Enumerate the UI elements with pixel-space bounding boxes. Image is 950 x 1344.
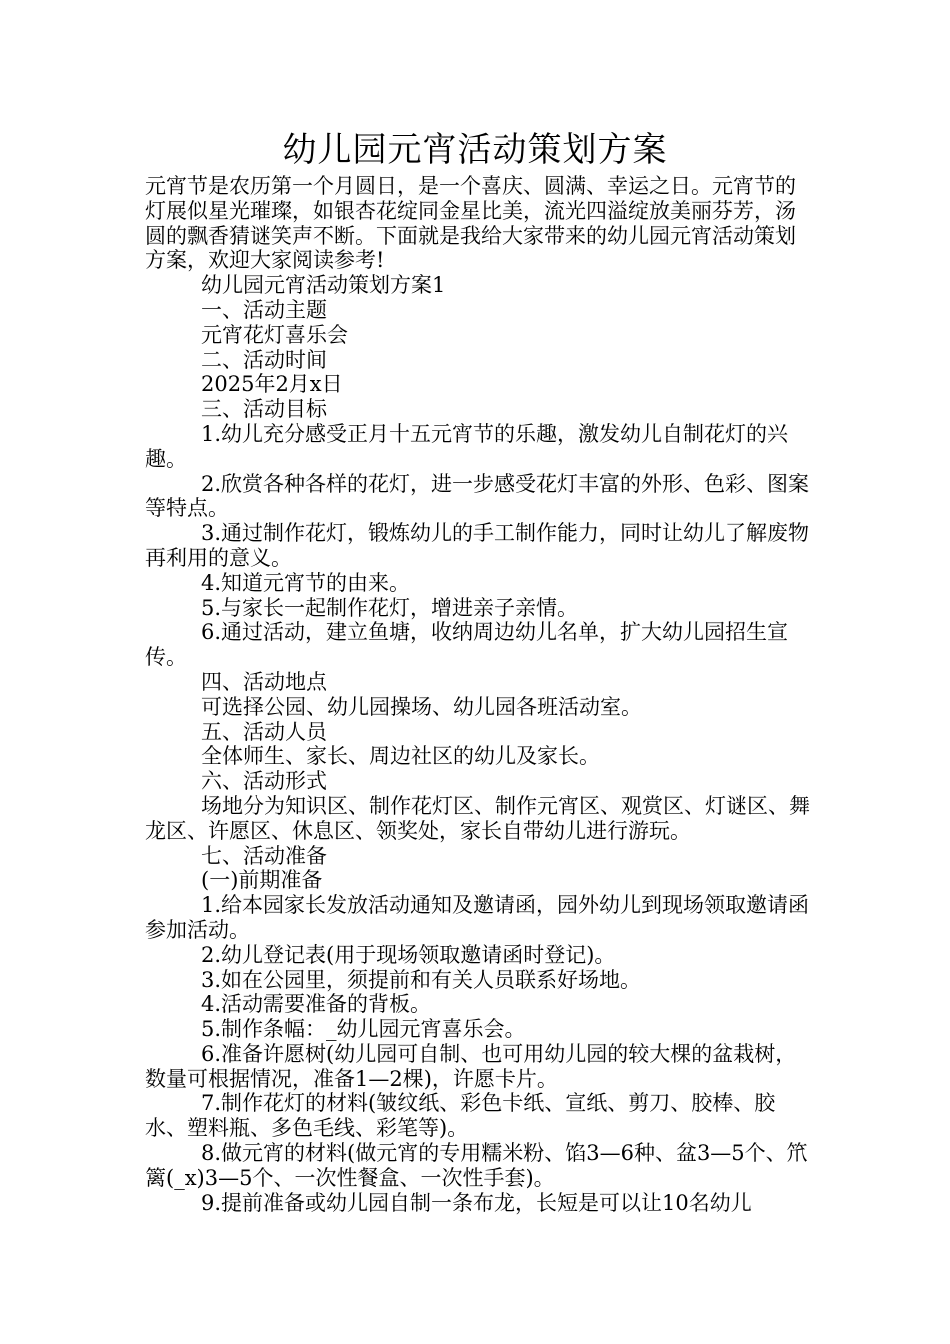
- document-paragraph: 幼儿园元宵活动策划方案1: [201, 273, 446, 298]
- document-paragraph: 场地分为知识区、制作花灯区、制作元宵区、观赏区、灯谜区、舞龙区、许愿区、休息区、领奖处，家长自带幼儿进行游玩。: [145, 793, 810, 843]
- document-paragraph: 一、活动主题: [201, 297, 327, 322]
- document-paragraph: 6.准备许愿树(幼儿园可自制、也可用幼儿园的较大棵的盆栽树，数量可根据情况，准备1—2棵)，许愿卡片。: [145, 1041, 797, 1091]
- document-paragraph: 6.通过活动，建立鱼塘，收纳周边幼儿名单，扩大幼儿园招生宣传。: [145, 620, 789, 670]
- document-paragraph: 5.制作条幅：_幼儿园元宵喜乐会。: [201, 1017, 526, 1042]
- document-paragraph: 7.制作花灯的材料(皱纹纸、彩色卡纸、宣纸、剪刀、胶棒、胶水、塑料瓶、多色毛线、彩笔等)。: [145, 1091, 776, 1141]
- document-paragraph: 4.知道元宵节的由来。: [201, 570, 411, 595]
- document-paragraph: 8.做元宵的材料(做元宵的专用糯米粉、馅3—6种、盆3—5个、笊篱(_x)3—5个、一次性餐盒、一次性手套)。: [145, 1141, 808, 1190]
- document-paragraph: 3.通过制作花灯，锻炼幼儿的手工制作能力，同时让幼儿了解废物再利用的意义。: [145, 521, 810, 570]
- document-paragraph: 2025年2月x日: [201, 372, 343, 397]
- document-paragraph: 2.欣赏各种各样的花灯，进一步感受花灯丰富的外形、色彩、图案等特点。: [145, 471, 810, 521]
- document-body: [145, 174, 815, 1215]
- document-paragraph: 五、活动人员: [201, 719, 327, 744]
- document-paragraph: 全体师生、家长、周边社区的幼儿及家长。: [201, 744, 600, 769]
- document-paragraph: 可选择公园、幼儿园操场、幼儿园各班活动室。: [201, 694, 642, 719]
- document-paragraph: 2.幼儿登记表(用于现场领取邀请函时登记)。: [201, 942, 616, 967]
- document-paragraph: 4.活动需要准备的背板。: [201, 992, 432, 1017]
- document-paragraph: 六、活动形式: [201, 769, 327, 794]
- document-paragraph: 1.幼儿充分感受正月十五元宵节的乐趣，激发幼儿自制花灯的兴趣。: [145, 421, 789, 471]
- document-paragraph: 5.与家长一起制作花灯，增进亲子亲情。: [201, 595, 579, 620]
- document-paragraph: 七、活动准备: [201, 843, 327, 868]
- document-paragraph: 三、活动目标: [201, 397, 327, 422]
- document-paragraph: 元宵花灯喜乐会: [201, 322, 348, 347]
- document-paragraph: 二、活动时间: [201, 347, 327, 372]
- document-paragraph: 9.提前准备或幼儿园自制一条布龙，长短是可以让10名幼儿: [201, 1190, 752, 1215]
- document-title: 幼儿园元宵活动策划方案: [282, 130, 668, 170]
- document-paragraph: 四、活动地点: [201, 669, 327, 694]
- document-paragraph: 3.如在公园里，须提前和有关人员联系好场地。: [201, 967, 642, 992]
- document-paragraph: 1.给本园家长发放活动通知及邀请函，园外幼儿到现场领取邀请函参加活动。: [145, 893, 810, 942]
- document-paragraph: 元宵节是农历第一个月圆日，是一个喜庆、圆满、幸运之日。元宵节的灯展似星光璀璨，如银杏花绽同金星比美，流光四溢绽放美丽芬芳，汤圆的飘香猜谜笑声不断。下面就是我给大家带来的幼儿园元宵活动策划方案，欢迎大家阅读参考!: [145, 174, 796, 273]
- document-paragraph: (一)前期准备: [201, 868, 323, 893]
